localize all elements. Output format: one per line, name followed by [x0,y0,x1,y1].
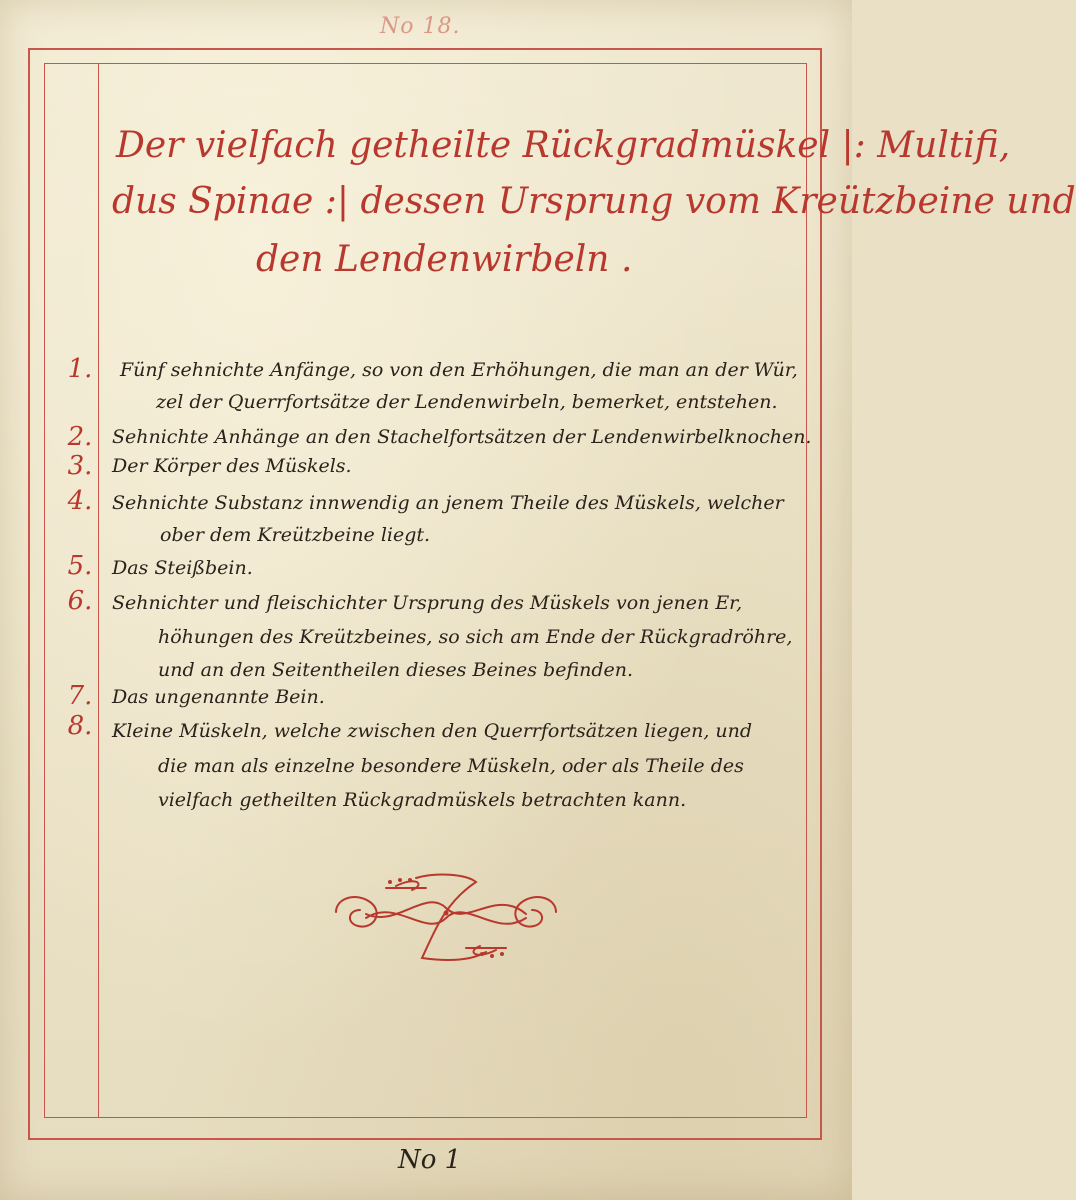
item-marker-4: 4. [67,486,93,516]
item-1-line-2: zel der Querrfortsätze der Lendenwirbeln, bemerket, entstehen. [156,391,778,413]
item-marker-2: 2. [67,422,93,452]
item-8-line-1: Kleine Müskeln, welche zwischen den Querrfortsätzen liegen, und [112,720,753,742]
inner-frame-top [44,63,806,64]
item-8-line-3: vielfach getheilten Rückgradmüskels betrachten kann. [158,789,687,811]
item-marker-8: 8. [67,711,93,741]
item-3-line-1: Der Körper des Müskels. [112,455,352,477]
outer-frame-left [28,48,30,1140]
inner-frame-left [44,63,45,1118]
title-line: Der vielfach getheilte Rückgradmüskel |: Multifi, [116,125,1011,166]
item-1-line-1: Fünf sehnichte Anfänge, so von den Erhöhungen, die man an der Wür, [120,359,798,381]
item-marker-3: 3. [67,451,93,481]
item-7-line-1: Das ungenannte Bein. [112,686,325,708]
item-2-line-1: Sehnichte Anhänge an den Stachelfortsätzen der Lendenwirbelknochen. [112,426,812,448]
item-marker-7: 7. [67,681,93,711]
item-6-line-3: und an den Seitentheilen dieses Beines befinden. [158,659,634,681]
outer-frame-top [28,48,822,50]
item-marker-1: 1. [67,354,93,384]
item-6-line-1: Sehnichter und fleischichter Ursprung des Müskels von jenen Er, [112,592,743,614]
item-5-line-1: Das Steißbein. [112,557,253,579]
flourish-icon [326,868,566,968]
item-marker-5: 5. [67,551,93,581]
top-number: No 18. [380,14,461,39]
title-line: dus Spinae :| dessen Ursprung vom Kreützbeine und [112,181,1076,222]
inner-frame-bottom [44,1117,806,1118]
item-marker-6: 6. [67,586,93,616]
item-4-line-1: Sehnichte Substanz innwendig an jenem Theile des Müskels, welcher [112,492,784,514]
item-8-line-2: die man als einzelne besondere Müskeln, oder als Theile des [158,755,744,777]
outer-frame-bottom [28,1138,822,1140]
page-number: No 1 [398,1145,462,1175]
title-line: den Lendenwirbeln . [256,239,633,280]
margin-column-rule [98,63,99,1118]
item-markers [62,0,98,1200]
item-4-line-2: ober dem Kreützbeine liegt. [160,524,431,546]
item-6-line-2: höhungen des Kreützbeines, so sich am Ende der Rückgradröhre, [158,626,793,648]
